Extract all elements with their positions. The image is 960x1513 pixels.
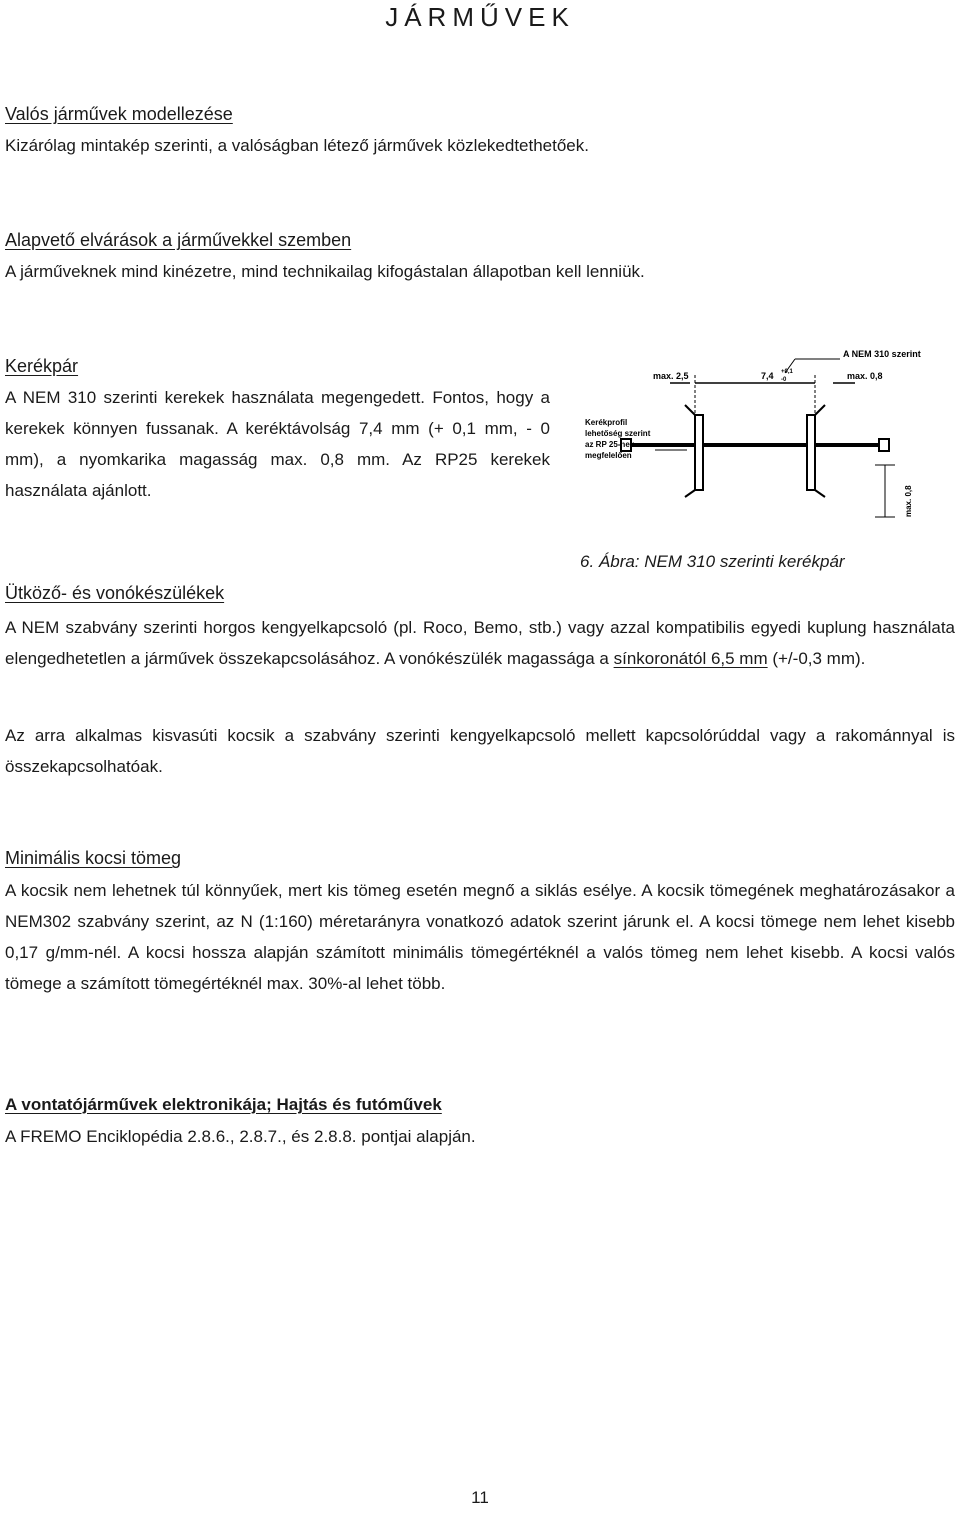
coupler-text-underlined: sínkoronától 6,5 mm [613, 649, 768, 668]
label-max08-vertical: max. 0,8 [904, 485, 913, 517]
left-flange-top [685, 405, 695, 415]
wheelset-figure [585, 345, 925, 525]
paragraph-min-weight: A kocsik nem lehetnek túl könnyűek, mert kis tömeg esetén megnő a siklás esélye. A kocsik tömegének meghatározásakor a NEM302 szabvány szerint, az N (1:160) méretarányra vonatkozó adatok szerint járunk el. A kocsi tömege nem lehet kisebb 0,17 g/mm-nél. A kocsi hossza alapján számított minimális tömegértéknél a valós tömeg nem lehet kisebb. A kocsi valós tömege a számított tömegértéknél max. 30%-al lehet több. [5, 881, 955, 993]
heading-wheelset: Kerékpár [5, 356, 79, 376]
label-tol-minus: -0 [781, 377, 787, 383]
label-profile-3: az RP 25-nek [585, 440, 635, 449]
heading-real-vehicles: Valós járművek modellezése [5, 104, 233, 124]
label-tol-plus: +0,1 [781, 369, 793, 375]
label-profile-1: Kerékprofil [585, 418, 628, 427]
left-wheel [695, 415, 703, 490]
paragraph-coupler-2: Az arra alkalmas kisvasúti kocsik a szabvány szerinti kengyelkapcsoló mellett kapcsolórúddal vagy a rakománnyal is összekapcsolhatóak. [5, 726, 955, 776]
heading-traction: A vontatójárművek elektronikája; Hajtás és futóművek [5, 1095, 442, 1114]
paragraph-basic-requirements: A járműveknek mind kinézetre, mind technikailag kifogástalan állapotban kell lenniük. [5, 262, 645, 281]
figure-caption: 6. Ábra: NEM 310 szerinti kerékpár [580, 552, 845, 571]
right-wheel [807, 415, 815, 490]
right-flange-bottom [815, 490, 825, 497]
label-nem310: A NEM 310 szerint [843, 349, 921, 359]
wheelset-diagram [585, 345, 925, 525]
paragraph-real-vehicles: Kizárólag mintakép szerinti, a valóságban létező járművek közlekedtethetőek. [5, 136, 589, 155]
heading-basic-requirements: Alapvető elvárások a járművekkel szemben [5, 230, 352, 250]
coupler-text-end: (+/-0,3 mm). [767, 649, 866, 668]
heading-coupler: Ütköző- és vonókészülékek [5, 583, 225, 603]
label-max25: max. 2,5 [653, 371, 689, 381]
page-title: JÁRMŰVEK [385, 2, 575, 32]
heading-min-weight: Minimális kocsi tömeg [5, 848, 182, 868]
axle-end-right [879, 439, 889, 451]
page-number: 11 [471, 1488, 489, 1507]
paragraph-traction: A FREMO Enciklopédia 2.8.6., 2.8.7., és 2.8.8. pontjai alapján. [5, 1127, 476, 1146]
right-flange-top [815, 405, 825, 415]
label-max08: max. 0,8 [847, 371, 883, 381]
label-profile-2: lehetőség szerint [585, 429, 651, 438]
paragraph-wheelset: A NEM 310 szerinti kerekek használata megengedett. Fontos, hogy a kerekek könnyen fussanak. A keréktávolság 7,4 mm (+ 0,1 mm, - 0 mm), a nyomkarika magasság max. 0,8 mm. Az RP25 kerekek használata ajánlott. [5, 388, 550, 500]
left-flange-bottom [685, 490, 695, 497]
label-74: 7,4 [761, 371, 774, 381]
coupler-text-start: A NEM szabvány szerinti horgos kengyelkapcsoló (pl. Roco, Bemo, stb.) vagy azzal kompatibilis egyedi kuplung használata elengedhetetlen a járművek összekapcsolásához. A vonókészülék magassága a [5, 618, 955, 668]
label-profile-4: megfelelően [585, 451, 632, 460]
paragraph-coupler-1 [5, 612, 955, 674]
